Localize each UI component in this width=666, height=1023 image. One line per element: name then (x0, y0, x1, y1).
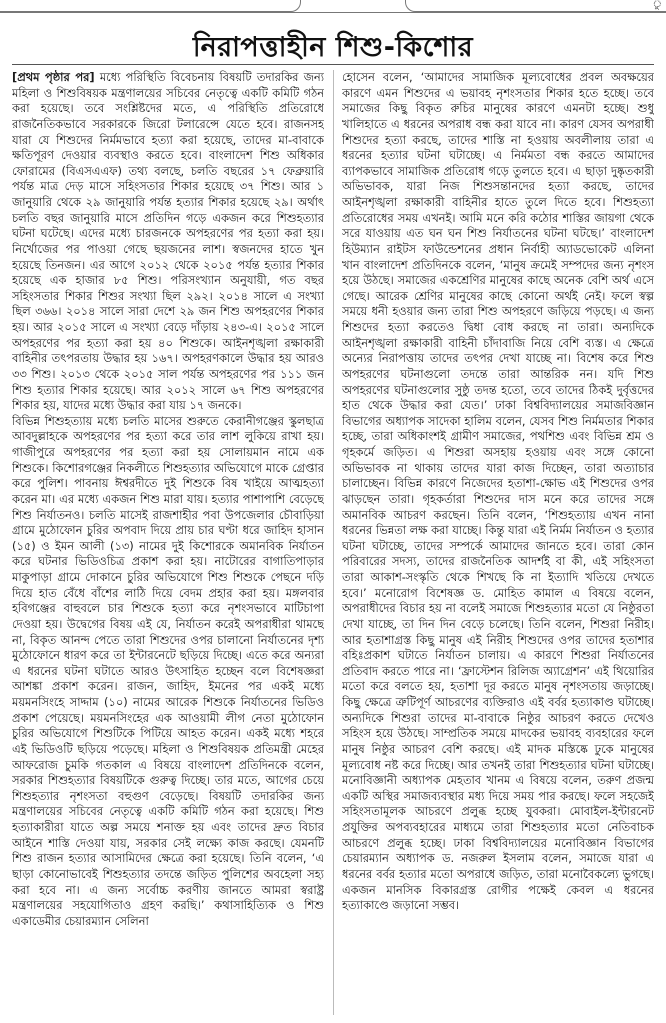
continuation-tag: [প্রথম পৃষ্ঠার পর] (12, 70, 95, 84)
article-paragraph: বিভিন্ন শিশুহত্যায় মধ্যে চলতি মাসের শুরুতে কেরানীগঞ্জের স্কুলছাত্র আবদুল্লাহকে অপহরণের পর হত্যা করে তার লাশ লুকিয়ে রাখা হয়। গাজীপুরে অপহরণের পর হত্যা করা হয় সোলায়মান নামে এক শিশুকে। কিশোরগঞ্জের নিকলীতে শিশুহত্যার অভিযোগে মাকে গ্রেপ্তার করে পুলিশ। পাবনায় ঈশ্বরদীতে দুই শিশুকে বিষ খাইয়ে আত্মহত্যা করেন মা। এর মধ্যে একজন শিশু মারা যায়। হত্যার পাশাপাশি বেড়েছে শিশু নির্যাতনও। চলতি মাসেই রাজশাহীর পবা উপজেলার চৌবাড়িয়া গ্রামে মুঠোফোন চুরির অপবাদ দিয়ে প্রায় চার ঘণ্টা ধরে জাহিদ হাসান (১৫) ও ইমন আলী (১৩) নামের দুই কিশোরকে অমানবিক নির্যাতন করে ঘটনার ভিডিওচিত্র প্রকাশ করা হয়। নাটোরের বাগাতিপাড়ার মাকুপাড়া গ্রামে দোকানে চুরির অভিযোগে শিশু শিশুকে পেছনে দড়ি দিয়ে হাত বেঁধে বাঁশের লাঠি দিয়ে বেদম প্রহার করা হয়। মঙ্গলবার হবিগঞ্জের বাহুবলে চার শিশুকে হত্যা করে নৃশংসভাবে মাটিচাপা দেওয়া হয়। উদ্বেগের বিষয় এই যে, নির্যাতন করেই অপরাধীরা থামছে না, বিকৃত আনন্দ পেতে তারা শিশুদের ওপর চালানো নির্যাতনের দৃশ্য মুঠোফোনে ধারণ করে তা ইন্টারনেটে ছড়িয়ে দিচ্ছে। এতে করে অন্যরা এ ধরনের ঘটনা ঘটাতে আরও উৎসাহিত হচ্ছেন বলে বিশেষজ্ঞরা আশঙ্কা প্রকাশ করেন। রাজন, জাহিদ, ইমনের পর একই মধ্যে ময়মনসিংহে সাদ্দাম (১০) নামের আরেক শিশুকে নির্যাতনের ভিডিও প্রকাশ পেয়েছে। ময়মনসিংহের এক আওয়ামী লীগ নেতা মুঠোফোন চুরির অভিযোগে শিশুটিকে পিটিয়ে আহত করেন। একই মধ্যে শহরে এই ভিডিওটি ছড়িয়ে পড়েছে। মহিলা ও শিশুবিষয়ক প্রতিমন্ত্রী মেহের আফরোজ চুমকি গতকাল এ বিষয়ে বাংলাদেশ প্রতিদিনকে বলেন, সরকার শিশুহত্যার বিষয়টিকে গুরুত্ব দিচ্ছে। তার মতে, আগের চেয়ে শিশুহত্যার নৃশংসতা বহুগুণ বেড়েছে। বিষয়টি তদারকির জন্য মন্ত্রণালয়ের সচিবের নেতৃত্বে একটি কমিটি গঠন করা হয়েছে। শিশু হত্যাকারীরা যাতে অল্প সময়ে শনাক্ত হয় এবং তাদের দ্রুত বিচার আইনে শাস্তি দেওয়া যায়, সরকার সেই লক্ষ্যে কাজ করছে। যেমনটি শিশু রাজন হত্যার আসামিদের ক্ষেত্রে করা হয়েছে। তিনি বলেন, ‘এ ছাড়া কোনোভাবেই শিশুহত্যার তদন্তে জড়িত পুলিশের অবহেলা সহ্য করা হবে না। এ জন্য সর্বোচ্চ করণীয় জানতে আমরা স্বরাষ্ট্র মন্ত্রণালয়ের সহযোগিতাও গ্রহণ করছি।’ কথাসাহিত্যিক ও শিশু একাডেমীর চেয়ারম্যান সেলিনা (12, 413, 324, 928)
article-paragraph (12, 70, 324, 414)
article-column-left (12, 70, 324, 1020)
top-right-frame (405, 0, 666, 12)
article-paragraph: হোসেন বলেন, ‘আমাদের সামাজিক মূল্যবোধের প্রবল অবক্ষয়ের কারণে এমন শিশুদের এ ভয়াবহ নৃশংসতার শিকার হতে হচ্ছে। তবে সমাজের কিছু বিকৃত রুচির মানুষের কারণে এমনটা হচ্ছে। শুধু খালিহাতে এ ধরনের অপরাধ বন্ধ করা যাবে না। কারণ যেসব অপরাধী শিশুদের হত্যা করছে, তাদের শাস্তি না হওয়ায় অবলীলায় তারা এ ধরনের হত্যার ঘটনা ঘটাচ্ছে। এ নির্মমতা বন্ধ করতে আমাদের ব্যাপকভাবে সামাজিক প্রতিরোধ গড়ে তুলতে হবে। এ ছাড়া দুষ্কৃতকারী অভিভাবক, যারা নিজ শিশুসন্তানদের হত্যা করছে, তাদের আইনশৃঙ্খলা রক্ষাকারী বাহিনীর হাতে তুলে দিতে হবে। শিশুহত্যা প্রতিরোধের সময় এখনই। আমি মনে করি কঠোর শাস্তির জায়গা থেকে সরে যাওয়ায় এত ঘন ঘন শিশু নির্যাতনের ঘটনা ঘটছে।’ বাংলাদেশ হিউম্যান রাইটস ফাউন্ডেশনের প্রধান নির্বাহী অ্যাডভোকেট এলিনা খান বাংলাদেশ প্রতিদিনকে বলেন, ‘মানুষ ক্রমেই সম্পদের জন্য নৃশংস হয়ে উঠছে। সমাজের একশ্রেণির মানুষের কাছে অনেক বেশি অর্থ এসে গেছে। আরেক শ্রেণির মানুষের কাছে কোনো অর্থই নেই। ফলে স্বল্প সময়ে ধনী হওয়ার জন্য তারা শিশু অপহরণে জড়িয়ে পড়ছে। এ জন্য শিশুদের হত্যা করতেও দ্বিধা বোধ করছে না তারা। অন্যদিকে আইনশৃঙ্খলা রক্ষাকারী বাহিনী চাঁদাবাজি নিয়ে বেশি ব্যস্ত। এ ক্ষেত্রে অন্যের নিরাপত্তায় তাদের তৎপর দেখা যাচ্ছে না। বিশেষ করে শিশু অপহরণের ঘটনাগুলো তদন্তে তারা আন্তরিক নন। যদি শিশু অপহরণের ঘটনাগুলোর সুষ্ঠু তদন্ত হতো, তবে তাদের ঠিকই দুর্বৃত্তদের হাত থেকে উদ্ধার করা যেত।’ ঢাকা বিশ্ববিদ্যালয়ের সমাজবিজ্ঞান বিভাগের অধ্যাপক সাদেকা হালিম বলেন, যেসব শিশু নির্মমতার শিকার হচ্ছে, তারা অধিকাংশই গ্রামীণ সমাজের, পথশিশু এবং বিভিন্ন শ্রম ও গৃহকর্মে জড়িত। এ শিশুরা অসহায় হওয়ায় এবং সঙ্গে কোনো অভিভাবক না থাকায় তাদের যারা কাজ দিচ্ছেন, তারা অত্যাচার চালাচ্ছেন। বিভিন্ন কারণে নিজেদের হতাশা-ক্ষোভ এই শিশুদের ওপর ঝাড়ছেন তারা। গৃহকর্তারা শিশুদের দাস মনে করে তাদের সঙ্গে অমানবিক আচরণ করছেন। তিনি বলেন, ‘শিশুহত্যায় এখন নানা ধরনের ভিন্নতা লক্ষ করা যাচ্ছে। কিন্তু যারা এই নির্মম নির্যাতন ও হত্যার ঘটনা ঘটাচ্ছে, তাদের সম্পর্কে আমাদের জানতে হবে। তারা কোন পরিবারের সদস্য, তাদের রাজনৈতিক আদর্শই বা কী, এই সহিংসতা তারা আকাশ-সংস্কৃতি থেকে শিখছে কি না ইত্যাদি খতিয়ে দেখতে হবে।’ মনোরোগ বিশেষজ্ঞ ড. মোহিত কামাল এ বিষয়ে বলেন, অপরাধীদের বিচার হয় না বলেই সমাজে শিশুহত্যার মতো যে নিষ্ঠুরতা দেখা যাচ্ছে, তা দিন দিন বেড়ে চলেছে। তিনি বলেন, শিশুরা নিরীহ। আর হতাশাগ্রস্ত কিছু মানুষ এই নিরীহ শিশুদের ওপর তাদের হতাশার বহিঃপ্রকাশ ঘটাতে নির্যাতন চালায়। এ কারণে শিশুরা নির্যাতনের প্রতিবাদ করতে পারে না। ‘ফ্রাস্টেশন রিলিজ অ্যাগ্রেশন’ এই থিয়োরির মতো করে বলতে হয়, হতাশা দূর করতে মানুষ নৃশংসতায় জড়াচ্ছে। কিছু ক্ষেত্রে ত্রুটিপূর্ণ আচরণের ব্যক্তিরাও এই বর্বর হত্যাকাণ্ড ঘটাচ্ছে। অন্যদিকে শিশুরা তাদের মা-বাবাকে নিষ্ঠুর আচরণ করতে দেখেও সহিংস হয়ে উঠছে। সাম্প্রতিক সময়ে মাদকের ভয়াবহ ব্যবহারের ফলে মানুষ নিষ্ঠুর আচরণ বেশি করছে। এই মাদক মস্তিষ্কে ঢুকে মানুষের মূল্যবোধ নষ্ট করে দিচ্ছে। আর তখনই তারা শিশুহত্যার ঘটনা ঘটাচ্ছে। মনোবিজ্ঞানী অধ্যাপক মেহতাব খানম এ বিষয়ে বলেন, তরুণ প্রজন্ম একটি অস্থির সমাজব্যবস্থার মধ্য দিয়ে সময় পার করছে। ফলে সহজেই সহিংসতামূলক আচরণে প্রলুব্ধ হচ্ছে যুবকরা। মোবাইল-ইন্টারনেট প্রযুক্তির অপব্যবহারের মাধ্যমে তারা শিশুহত্যার মতো নেতিবাচক আচরণে প্রলুব্ধ হচ্ছে। ঢাকা বিশ্ববিদ্যালয়ের মনোবিজ্ঞান বিভাগের চেয়ারম্যান অধ্যাপক ড. নজরুল ইসলাম বলেন, সমাজে যারা এ ধরনের বর্বর হত্যার মতো অপরাধে জড়িত, তারা মনোবৈকল্যে ভুগছে। একজন মানসিক বিকারগ্রস্ত রোগীর পক্ষেই কেবল এ ধরনের হত্যাকাণ্ডে জড়ানো সম্ভব। (342, 70, 654, 913)
article-headline: নিরাপত্তাহীন শিশু-কিশোর (192, 32, 474, 63)
page-top-border (0, 0, 666, 13)
paragraph-text: মধ্যে পরিস্থিতি বিবেচনায় বিষয়টি তদারকির জন্য মহিলা ও শিশুবিষয়ক মন্ত্রণালয়ের সচিবের নেতৃত্বে একটি কমিটি গঠন করা হয়েছে। তবে সংশ্লিষ্টদের মতে, এ পরিস্থিতি প্রতিরোধে রাজনৈতিকভাবে সরকারকে জিরো টলারেন্সে যেতে হবে। রাজনসহ যারা যে শিশুদের নির্মমভাবে হত্যা করা হয়েছে, তাদের মা-বাবাকে ক্ষতিপূরণ দেওয়ার ব্যবস্থাও করতে হবে। বাংলাদেশ শিশু অধিকার ফোরামের (বিএসএএফ) তথ্য বলছে, চলতি বছরের ১৭ ফেব্রুয়ারি পর্যন্ত মাত্র দেড় মাসে সহিংসতার শিকার হয়েছে ৩৭ শিশু। আর ১ জানুয়ারি থেকে ২৯ জানুয়ারি পর্যন্ত হত্যার শিকার হয়েছে ২৯। অর্থাৎ চলতি বছর জানুয়ারি মাসে প্রতিদিন গড়ে একজন করে শিশুহত্যার ঘটনা ঘটেছে। এদের মধ্যে চারজনকে অপহরণের পর হত্যা করা হয়। নির্খোজের পর পাওয়া গেছে ছয়জনের লাশ। স্বজনদের হাতে খুন হয়েছে তিনজন। এর আগে ২০১২ থেকে ২০১৫ পর্যন্ত হত্যার শিকার হয়েছে এক হাজার ৮৫ শিশু। পরিসংখ্যান অনুযায়ী, গত বছর সহিংসতার শিকার শিশুর সংখ্যা ছিল ২৯২। ২০১৪ সালে এ সংখ্যা ছিল ৩৬৬। ২০১৪ সালে সারা দেশে ২৯ জন শিশু অপহরণের শিকার হয়। আর ২০১৫ সালে এ সংখ্যা বেড়ে দাঁড়ায় ২৪৩-এ। ২০১৫ সালে অপহরণের পর হত্যা করা হয় ৪০ শিশুকে। আইনশৃঙ্খলা রক্ষাকারী বাহিনীর তৎপরতায় উদ্ধার হয় ১৬৭। অপহরণকালে উদ্ধার হয় আরও ৩৩ শিশু। ২০১৩ থেকে ২০১৫ সাল পর্যন্ত অপহরণের পর ১১১ জন শিশু হত্যার শিকার হয়েছে। আর ২০১২ সালে ৬৭ শিশু অপহরণের শিকার হয়, যাদের মধ্যে উদ্ধার করা যায় ১৭ জনকে। (12, 70, 324, 413)
column-divider (333, 70, 334, 1015)
page-corner-glyph: ু (652, 0, 662, 10)
headline-divider (12, 64, 654, 65)
article-column-right (342, 70, 654, 1020)
top-left-frame (0, 0, 301, 12)
